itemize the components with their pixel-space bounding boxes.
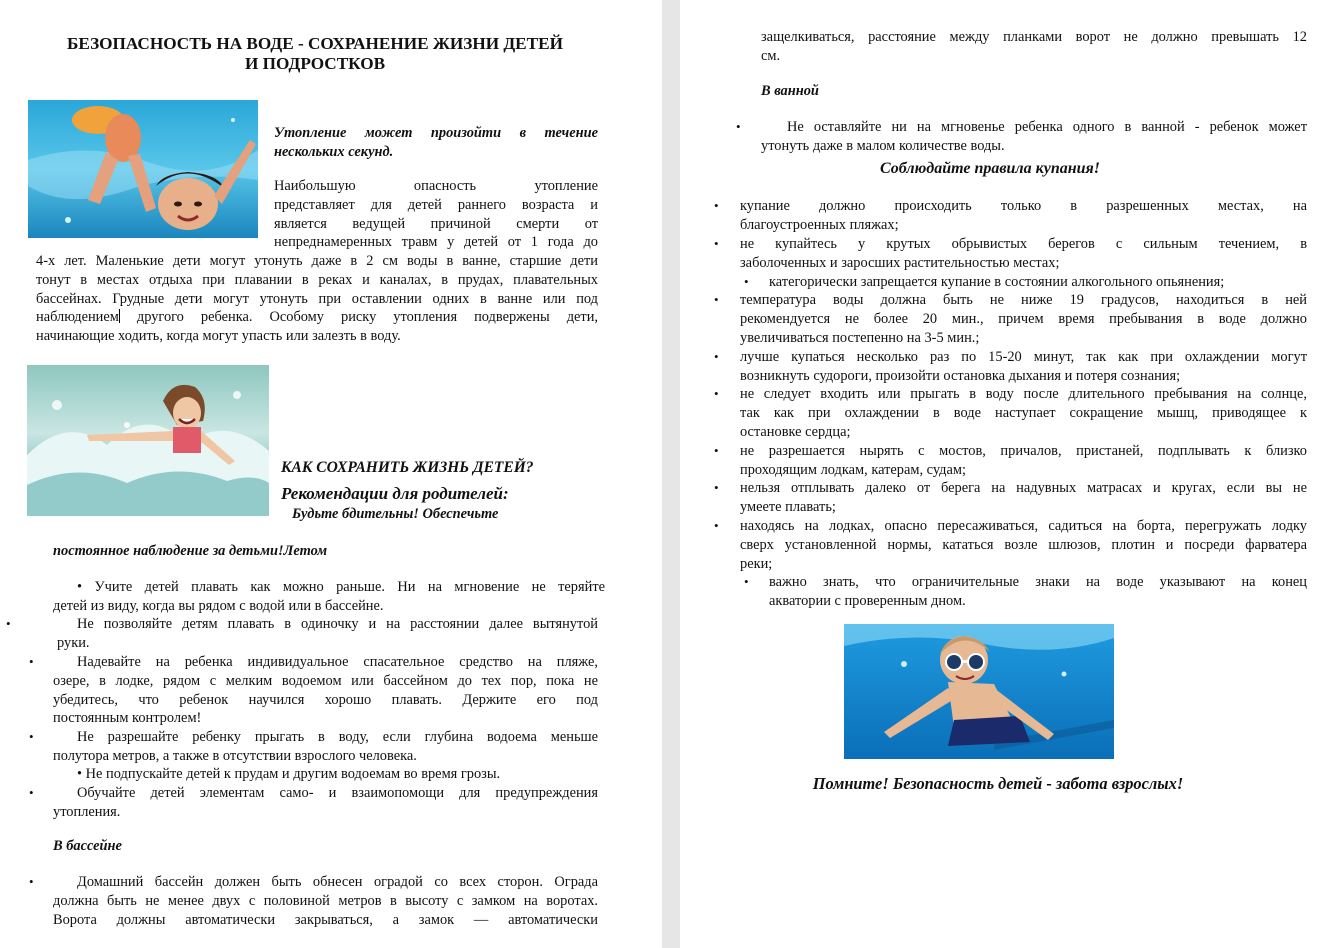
- list-line: Надевайте на ребенка индивидуальное спасательное средство на пляже,: [77, 654, 598, 670]
- list-item: [53, 873, 598, 929]
- list-item: [740, 291, 1307, 347]
- list-line: акватории с проверенным дном.: [769, 592, 966, 609]
- intro-line: является ведущей причиной смерти от: [274, 215, 598, 232]
- list-item: [53, 728, 598, 766]
- list-line: заболоченных и заросших растительностью местах;: [740, 254, 1060, 271]
- bathing-rules-heading: Соблюдайте правила купания!: [880, 160, 1100, 177]
- list-line: находясь на лодках, опасно пересаживаться, садиться на борта, перегружать лодку: [740, 518, 1307, 534]
- bullet-marker: •: [714, 198, 719, 213]
- intro-paragraph-full-width: [36, 252, 598, 346]
- bullet-marker: •: [29, 874, 34, 889]
- bullet-marker: •: [714, 236, 719, 251]
- pool-continuation: [761, 28, 1307, 66]
- intro-paragraph-right-of-photo: [274, 177, 598, 252]
- bullet-marker: •: [29, 785, 34, 800]
- list-item: [761, 118, 1307, 156]
- vigilant-line-1: Будьте бдительны! Обеспечьте: [292, 506, 499, 522]
- list-line: озере, в лодке, рядом с мелким водоемом или бассейном до тех пор, пока не: [53, 672, 598, 689]
- list-item: [769, 573, 1307, 611]
- list-line: важно знать, что ограничительные знаки на воде указывают на конец: [769, 574, 1307, 590]
- list-item: [57, 615, 598, 653]
- list-item: категорически запрещается купание в состоянии алкогольного опьянения;: [769, 274, 1225, 290]
- list-item: • Не подпускайте детей к прудам и другим водоемам во время грозы.: [77, 766, 501, 782]
- list-line: руки.: [57, 634, 90, 651]
- list-item: [740, 517, 1307, 573]
- list-item: [53, 578, 605, 616]
- list-line: реки;: [740, 555, 773, 572]
- bullet-marker: •: [744, 574, 749, 589]
- list-item: [740, 442, 1307, 480]
- list-line: возникнуть судороги, произойти остановка дыхания и потеря сознания;: [740, 367, 1181, 384]
- bullet-marker: •: [714, 349, 719, 364]
- closing-slogan: Помните! Безопасность детей - забота взрослых!: [812, 774, 1184, 793]
- list-item: [740, 197, 1307, 235]
- list-line: полутора метров, а также в отсутствии взрослого человека.: [53, 747, 417, 764]
- list-line: Не оставляйте ни на мгновенье ребенка одного в ванной - ребенок может: [787, 119, 1307, 135]
- list-line: температура воды должна быть не ниже 19 градусов, находиться в ней: [740, 292, 1307, 308]
- list-line: детей из виду, когда вы рядом с водой или в бассейне.: [53, 597, 384, 614]
- list-line: не купайтесь у крутых обрывистых берегов с сильным течением, в: [740, 236, 1307, 252]
- bullet-marker: •: [744, 274, 749, 289]
- list-line: увеличиваться постепенно на 3-5 мин.;: [740, 329, 980, 346]
- bullet-marker: •: [6, 616, 11, 631]
- title-line-2: И ПОДРОСТКОВ: [244, 54, 386, 73]
- list-line: благоустроенных пляжах;: [740, 216, 899, 233]
- photo-child-underwater: [28, 100, 258, 238]
- list-line: постоянным контролем!: [53, 710, 202, 727]
- intro-line: [36, 308, 598, 327]
- list-item: [740, 235, 1307, 273]
- intro-line: тонут в местах отдыха при плавании в реках и каналах, в прудах, плавательных: [36, 271, 598, 288]
- bullet-marker: •: [714, 386, 719, 401]
- bullet-marker: •: [714, 480, 719, 495]
- bullet-marker: •: [29, 654, 34, 669]
- list-item: [740, 348, 1307, 386]
- intro-word: наблюдением: [36, 309, 119, 326]
- list-line: утонуть даже в малом количестве воды.: [761, 137, 1005, 154]
- bath-heading: В ванной: [761, 83, 819, 99]
- intro-line: бассейнах. Грудные дети могут утонуть при оставлении одних в ванне или под: [36, 290, 598, 307]
- list-line: рекомендуется не более 20 мин., причем время пребывания в воде должно: [740, 310, 1307, 327]
- list-line: утопления.: [53, 803, 121, 820]
- intro-line: 4-х лет. Маленькие дети могут утонуть даже в 2 см воды в ванне, старшие дети: [36, 253, 598, 269]
- list-line: сверх установленной нормы, кататься возле шлюзов, плотин и посреди фарватера: [740, 536, 1307, 553]
- intro-word: другого ребенка. Особому риску утопления подвержены дети,: [119, 309, 598, 326]
- list-line: так как при охлаждении в воде наступает сокращение мышц, приводящее к: [740, 404, 1307, 421]
- bullet-marker: •: [714, 518, 719, 533]
- text-line: защелкиваться, расстояние между планками ворот не должно превышать 12: [761, 29, 1307, 45]
- list-line: купание должно происходить только в разрешенных местах, на: [740, 198, 1307, 214]
- list-line: не разрешается нырять с мостов, причалов, пристаней, подплывать к близко: [740, 443, 1307, 459]
- document-page-right: [680, 0, 1340, 948]
- intro-line: начинающие ходить, когда могут упасть или залезть в воду.: [36, 328, 401, 345]
- list-line: Домашний бассейн должен быть обнесен оградой со всех сторон. Ограда: [77, 874, 598, 890]
- bullet-marker: •: [736, 119, 741, 134]
- drowning-heading-line-1: Утопление может произойти в течение: [274, 125, 598, 141]
- list-line: нельзя отплывать далеко от берега на надувных матрасах и кругах, если вы не: [740, 480, 1307, 496]
- list-item: [53, 784, 598, 822]
- intro-line: непреднамеренных травм у детей от 1 года до: [274, 234, 598, 251]
- list-line: проходящим лодкам, катерам, судам;: [740, 461, 966, 478]
- list-line: должна быть не менее двух с половиной метров в высоту с замком на воротах.: [53, 892, 598, 909]
- list-item: [740, 385, 1307, 441]
- document-page-left: [0, 0, 662, 948]
- intro-line: Наибольшую опасность утопление: [274, 178, 598, 194]
- list-item: [740, 479, 1307, 517]
- intro-line: представляет для детей раннего возраста и: [274, 196, 598, 213]
- list-line: остановке сердца;: [740, 423, 851, 440]
- list-line: Не разрешайте ребенку прыгать в воду, если глубина водоема меньше: [77, 729, 598, 745]
- bullet-marker: •: [714, 443, 719, 458]
- recommendations-heading: Рекомендации для родителей:: [281, 484, 509, 503]
- pool-heading: В бассейне: [53, 838, 122, 854]
- photo-girl-splashing: [27, 365, 269, 516]
- list-line: лучше купаться несколько раз по 15-20 минут, так как при охлаждении могут: [740, 349, 1307, 365]
- bullet-marker: •: [714, 292, 719, 307]
- vigilant-line-2: постоянное наблюдение за детьми!Летом: [53, 543, 328, 559]
- list-line: умеете плавать;: [740, 498, 836, 515]
- list-item: [53, 653, 598, 728]
- photo-boy-goggles-underwater: [844, 624, 1114, 759]
- list-line: Ворота должны автоматически закрываться, а замок — автоматически: [53, 911, 598, 928]
- list-line: убедитесь, что ребенок научился хорошо плавать. Держите его под: [53, 691, 598, 708]
- document-title: [30, 34, 600, 74]
- list-line: не следует входить или прыгать в воду после длительного пребывания на солнце,: [740, 386, 1307, 402]
- list-line: Обучайте детей элементам само- и взаимопомощи для предупреждения: [77, 785, 598, 801]
- how-to-save-heading: КАК СОХРАНИТЬ ЖИЗНЬ ДЕТЕЙ?: [281, 459, 534, 476]
- title-line-1: БЕЗОПАСНОСТЬ НА ВОДЕ - СОХРАНЕНИЕ ЖИЗНИ ДЕТЕЙ: [67, 34, 563, 53]
- drowning-heading-line-2: нескольких секунд.: [274, 143, 394, 160]
- drowning-heading: [274, 124, 598, 162]
- bullet-marker: •: [29, 729, 34, 744]
- list-line: Не позволяйте детям плавать в одиночку и на расстоянии далее вытянутой: [77, 616, 598, 632]
- list-line: • Учите детей плавать как можно раньше. Ни на мгновение не теряйте: [77, 579, 605, 595]
- text-line: см.: [761, 47, 781, 64]
